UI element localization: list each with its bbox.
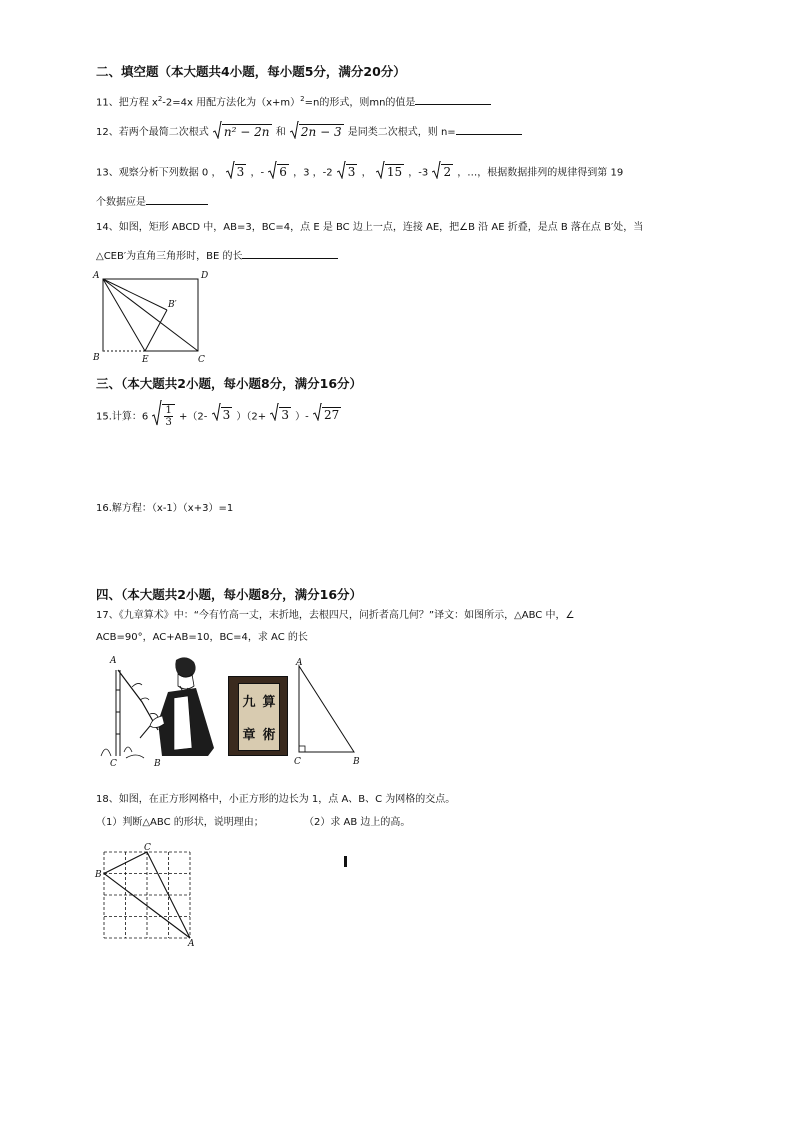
q14-line-2-text: △CEB′为直角三角形时，BE 的长 [96, 251, 243, 262]
label-d: D [201, 271, 209, 281]
triangle-label-b: B [353, 757, 360, 767]
bamboo-scholar-illustration [96, 652, 226, 768]
ground-grass [101, 747, 144, 758]
jiuzhang-book-cover [228, 676, 288, 756]
q15-text-c: ）（2+ [236, 411, 267, 423]
triangle-label-a: A [296, 658, 303, 668]
grid-lines [104, 852, 190, 938]
q12-radicand-1: n² − 2n [223, 124, 270, 139]
q11-text-b: -2=4x 用配方法化为（x+m） [162, 97, 301, 109]
q15-radical-fraction [152, 404, 174, 429]
book-title-label [238, 683, 280, 751]
q12-text-c: 是同类二次根式，则 n= [347, 127, 456, 138]
text-cursor [344, 856, 347, 867]
q11-answer-blank[interactable] [415, 93, 491, 105]
q13-radical-5 [432, 164, 453, 181]
q11-sup-1: 2 [157, 95, 163, 103]
q15-text-b: +（2- [179, 411, 208, 423]
book-char-1: 九 [242, 695, 256, 710]
square-grid-figure [92, 842, 202, 946]
q13-text-s2: ，3 ，-2 [293, 167, 333, 179]
q13-radicand-3: 3 [347, 165, 356, 179]
book-char-3: 算 [262, 695, 276, 710]
q17-line-2: ACB=90°，AC+AB=10，BC=4，求 AC 的长 [96, 632, 308, 643]
segment-ae [103, 279, 145, 351]
q13-text-s5: ，…，根据数据排列的规律得到第 19 [457, 167, 624, 179]
section-3-title: 三、（本大题共2小题，每小题8分，满分16分） [96, 376, 363, 391]
section-2-title: 二、填空题（本大题共4小题，每小题5分，满分20分） [96, 64, 406, 79]
q15-radicand-2: 3 [281, 407, 289, 422]
scholar-pointer [140, 726, 150, 738]
q15-radical-3 [313, 406, 341, 428]
q11-sup-2: 2 [300, 95, 305, 103]
q15-radical-2 [270, 406, 291, 428]
question-13-line-1 [96, 164, 623, 181]
question-15 [96, 404, 342, 429]
q15-text-d: ）- [295, 411, 309, 423]
q12-answer-blank[interactable] [456, 123, 522, 135]
q13-text-s4: ，-3 [408, 167, 429, 179]
question-12 [96, 123, 522, 141]
bamboo-leaves [132, 683, 158, 717]
q15-radicand-3: 27 [323, 407, 340, 422]
q13-text-a: 13、观察分析下列数据 0 ， [96, 167, 222, 179]
q13-radicand-5: 2 [443, 165, 452, 179]
q14-answer-blank[interactable] [242, 247, 338, 259]
book-char-4: 術 [262, 728, 276, 743]
q11-text-a: 11、把方程 x [96, 97, 158, 109]
right-angle-mark [299, 746, 305, 752]
q14-line-1: 14、如图，矩形 ABCD 中，AB=3，BC=4，点 E 是 BC 边上一点，连接 AE，把∠B 沿 AE 折叠，是点 B 落在点 B′处，当 [96, 222, 644, 233]
grid-label-b: B [95, 870, 102, 880]
grid-label-c: C [144, 843, 151, 853]
q13-answer-blank[interactable] [146, 193, 208, 205]
question-11 [96, 92, 491, 110]
question-13-line-2 [96, 193, 208, 210]
q12-radicand-2: 2n − 3 [300, 124, 342, 139]
label-b-prime: B′ [168, 300, 177, 310]
q13-radicand-1: 3 [236, 165, 245, 179]
q17-line-1: 17、《九章算术》中：“今有竹高一丈，末折地，去根四尺，问折者高几何？”译文：如图所示，△ABC 中，∠ [96, 610, 575, 621]
book-char-2: 章 [242, 728, 256, 743]
q13-radical-2 [268, 164, 289, 181]
q12-radical-1 [213, 124, 272, 141]
triangle-label-c: C [294, 757, 301, 767]
section-4-title: 四、（本大题共2小题，每小题8分，满分16分） [96, 587, 363, 602]
q18-part-1: （1）判断△ABC 的形状，说明理由； [96, 817, 264, 828]
question-16: 16.解方程：（x-1）（x+3）=1 [96, 503, 234, 514]
q13-radicand-4: 15 [386, 165, 403, 179]
label-a: A [93, 271, 100, 281]
q13-text-s1: ，- [250, 167, 265, 179]
rectangle-fold-figure [90, 266, 210, 366]
segment-eb-prime [145, 310, 167, 351]
illustration-label-b: B [154, 759, 161, 768]
q13-radicand-2: 6 [279, 165, 287, 179]
q12-radical-2 [290, 124, 344, 141]
q15-numerator: 1 [165, 405, 172, 416]
q15-text-a: 15.计算：6 [96, 411, 149, 423]
label-b: B [93, 353, 100, 363]
q18-line-1: 18、如图，在正方形网格中，小正方形的边长为 1，点 A、B、C 为网格的交点。 [96, 794, 456, 805]
q15-denominator: 3 [165, 417, 172, 428]
q15-radicand-1: 3 [222, 407, 231, 422]
q11-text-c: =n的形式，则mn的值是 [304, 97, 416, 109]
question-14-line-2 [96, 247, 338, 264]
q13-radical-3 [337, 164, 358, 181]
q15-fraction [164, 405, 172, 428]
triangle-abc [299, 666, 354, 752]
illustration-label-a: A [110, 656, 117, 666]
illustration-label-c: C [110, 759, 117, 768]
label-c: C [198, 355, 205, 365]
q15-radical-1 [212, 406, 233, 428]
right-triangle-abc [290, 658, 365, 768]
q13-line-2-text: 个数据应是 [96, 197, 146, 208]
label-e: E [142, 355, 149, 365]
q12-text-b: 和 [275, 127, 286, 138]
q13-text-s3: ， [361, 167, 372, 179]
q12-text-a: 12、若两个最简二次根式 [96, 127, 209, 138]
q18-part-2: （2）求 AB 边上的高。 [304, 817, 411, 828]
scholar-hand [150, 716, 164, 728]
grid-label-a: A [188, 939, 195, 946]
q13-radical-1 [226, 164, 247, 181]
q13-radical-4 [376, 164, 404, 181]
